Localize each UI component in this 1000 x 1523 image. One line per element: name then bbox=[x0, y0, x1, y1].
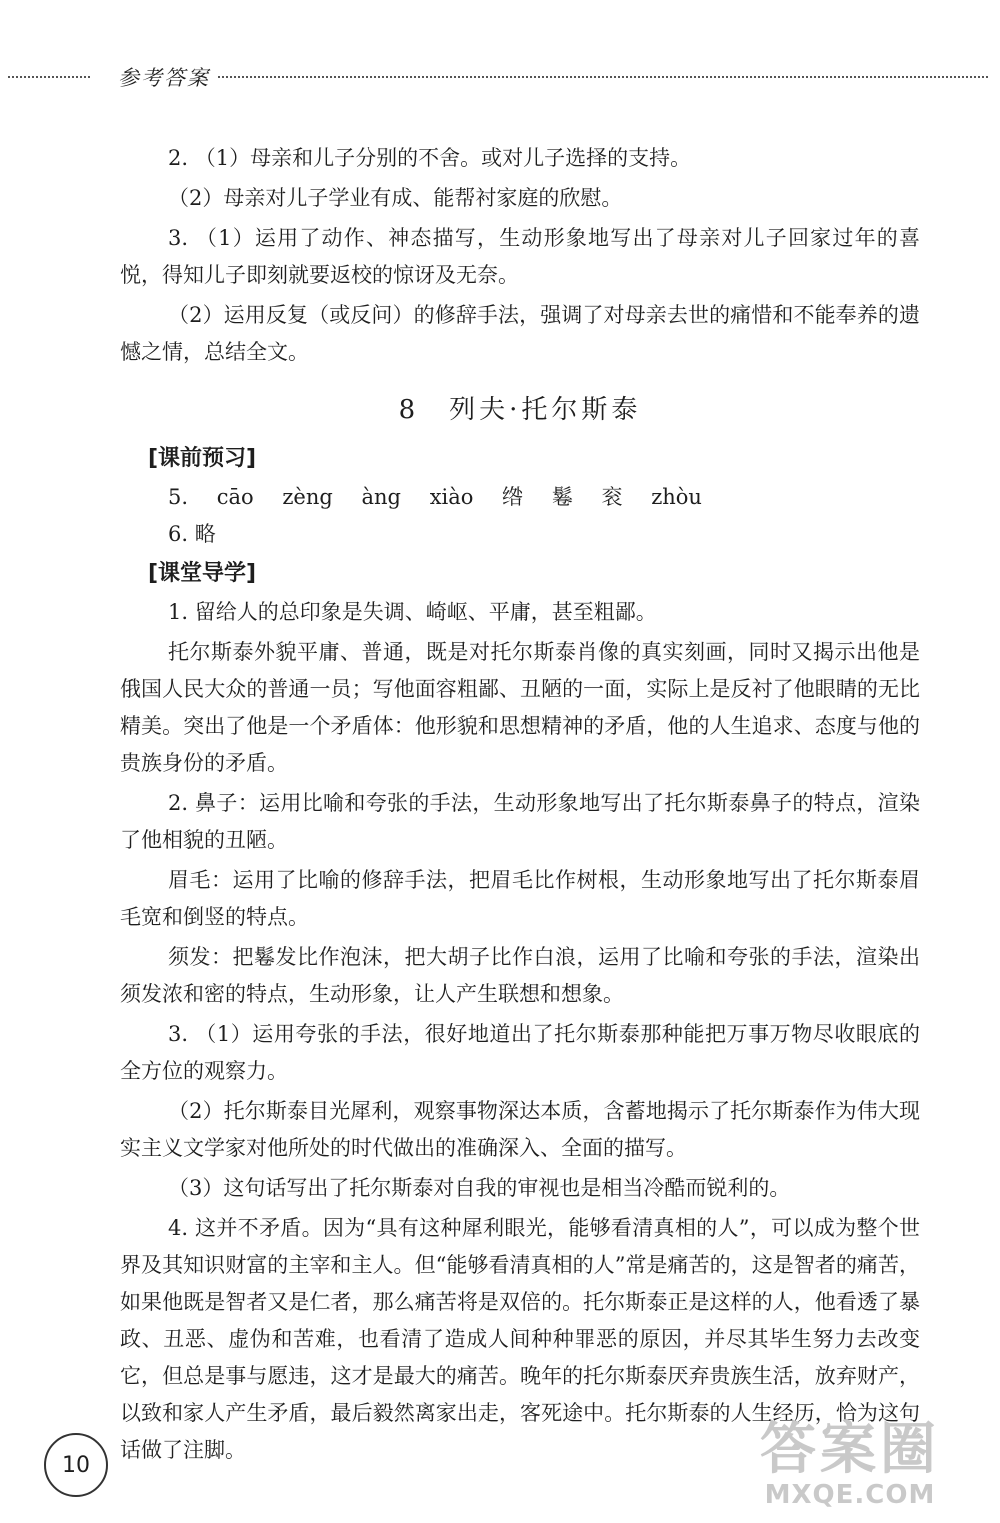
page-content bbox=[120, 140, 920, 1472]
watermark-url: MXQE.COM bbox=[764, 1480, 936, 1510]
header-title: 参考答案 bbox=[118, 66, 210, 90]
watermark-logo: 答案圈 bbox=[760, 1417, 940, 1482]
classroom-paragraph: 3. （1）运用夸张的手法，很好地道出了托尔斯泰那种能把万事万物尽收眼底的全方位的观察力。 bbox=[120, 1022, 920, 1083]
classroom-paragraph: 1. 留给人的总印象是失调、崎岖、平庸，甚至粗鄙。 bbox=[168, 600, 657, 624]
q5-word: cāo bbox=[216, 485, 254, 509]
preview-heading: [课前预习] bbox=[148, 446, 257, 471]
page-header bbox=[0, 62, 1000, 92]
classroom-paragraph: 4. 这并不矛盾。因为“具有这种犀利眼光，能够看清真相的人”，可以成为整个世界及其知识财富的主宰和主人。但“能够看清真相的人”常是痛苦的，这是智者的痛苦，如果他既是智者又是仁者，那么痛苦将是双倍的。托尔斯泰正是这样的人，他看透了暴政、丑恶、虚伪和苦难，也看清了造成人间种种罪恶的原因，并尽其毕生努力去改变它，但总是事与愿违，这才是最大的痛苦。晚年的托尔斯泰厌弃贵族生活，放弃财产，以致和家人产生矛盾，最后毅然离家出走，客死途中。托尔斯泰的人生经历，恰为这句话做了注脚。 bbox=[120, 1216, 920, 1462]
q5-label: 5. bbox=[168, 485, 189, 509]
preview-q6: 6. 略 bbox=[168, 522, 216, 546]
preview-q5 bbox=[120, 479, 920, 516]
answer-2-1: 2. （1）母亲和儿子分别的不舍。或对儿子选择的支持。 bbox=[168, 146, 692, 170]
answer-3-2: （2）运用反复（或反问）的修辞手法，强调了对母亲去世的痛惜和不能奉养的遗憾之情，总结全文。 bbox=[120, 303, 920, 364]
q5-word: àng bbox=[361, 485, 402, 509]
header-dotted-rule-right bbox=[218, 76, 988, 78]
classroom-paragraph: 眉毛：运用了比喻的修辞手法，把眉毛比作树根，生动形象地写出了托尔斯泰眉毛宽和倒竖的特点。 bbox=[120, 868, 920, 929]
q5-word: 衮 bbox=[601, 485, 623, 509]
q5-word: xiào bbox=[429, 485, 474, 509]
answer-3-1: 3. （1）运用了动作、神态描写，生动形象地写出了母亲对儿子回家过年的喜悦，得知儿子即刻就要返校的惊讶及无奈。 bbox=[120, 226, 920, 287]
q5-word: zèng bbox=[282, 485, 333, 509]
q5-word: 绺 bbox=[502, 485, 524, 509]
classroom-paragraph: （2）托尔斯泰目光犀利，观察事物深达本质，含蓄地揭示了托尔斯泰作为伟大现实主义文学家对他所处的时代做出的准确深入、全面的描写。 bbox=[120, 1099, 920, 1160]
q5-word: 鬈 bbox=[551, 485, 573, 509]
watermark bbox=[720, 1417, 980, 1516]
classroom-paragraph: （3）这句话写出了托尔斯泰对自我的审视也是相当冷酷而锐利的。 bbox=[168, 1176, 791, 1200]
classroom-paragraph: 托尔斯泰外貌平庸、普通，既是对托尔斯泰肖像的真实刻画，同时又揭示出他是俄国人民大众的普通一员；写他面容粗鄙、丑陋的一面，实际上是反衬了他眼睛的无比精美。突出了他是一个矛盾体：他形貌和思想精神的矛盾，他的人生追求、态度与他的贵族身份的矛盾。 bbox=[120, 640, 920, 775]
classroom-paragraph: 2. 鼻子：运用比喻和夸张的手法，生动形象地写出了托尔斯泰鼻子的特点，渲染了他相貌的丑陋。 bbox=[120, 791, 920, 852]
section-number: 8 bbox=[398, 395, 420, 425]
q5-word: zhòu bbox=[651, 485, 702, 509]
header-dotted-rule-left bbox=[8, 76, 90, 78]
section-name: 列夫·托尔斯泰 bbox=[449, 395, 642, 425]
page-number: 10 bbox=[44, 1433, 108, 1497]
answer-2-2: （2）母亲对儿子学业有成、能帮衬家庭的欣慰。 bbox=[168, 186, 623, 210]
classroom-paragraph: 须发：把鬈发比作泡沫，把大胡子比作白浪，运用了比喻和夸张的手法，渲染出须发浓和密的特点，生动形象，让人产生联想和想象。 bbox=[120, 945, 920, 1006]
section-title bbox=[120, 389, 920, 426]
classroom-heading: [课堂导学] bbox=[148, 561, 257, 586]
